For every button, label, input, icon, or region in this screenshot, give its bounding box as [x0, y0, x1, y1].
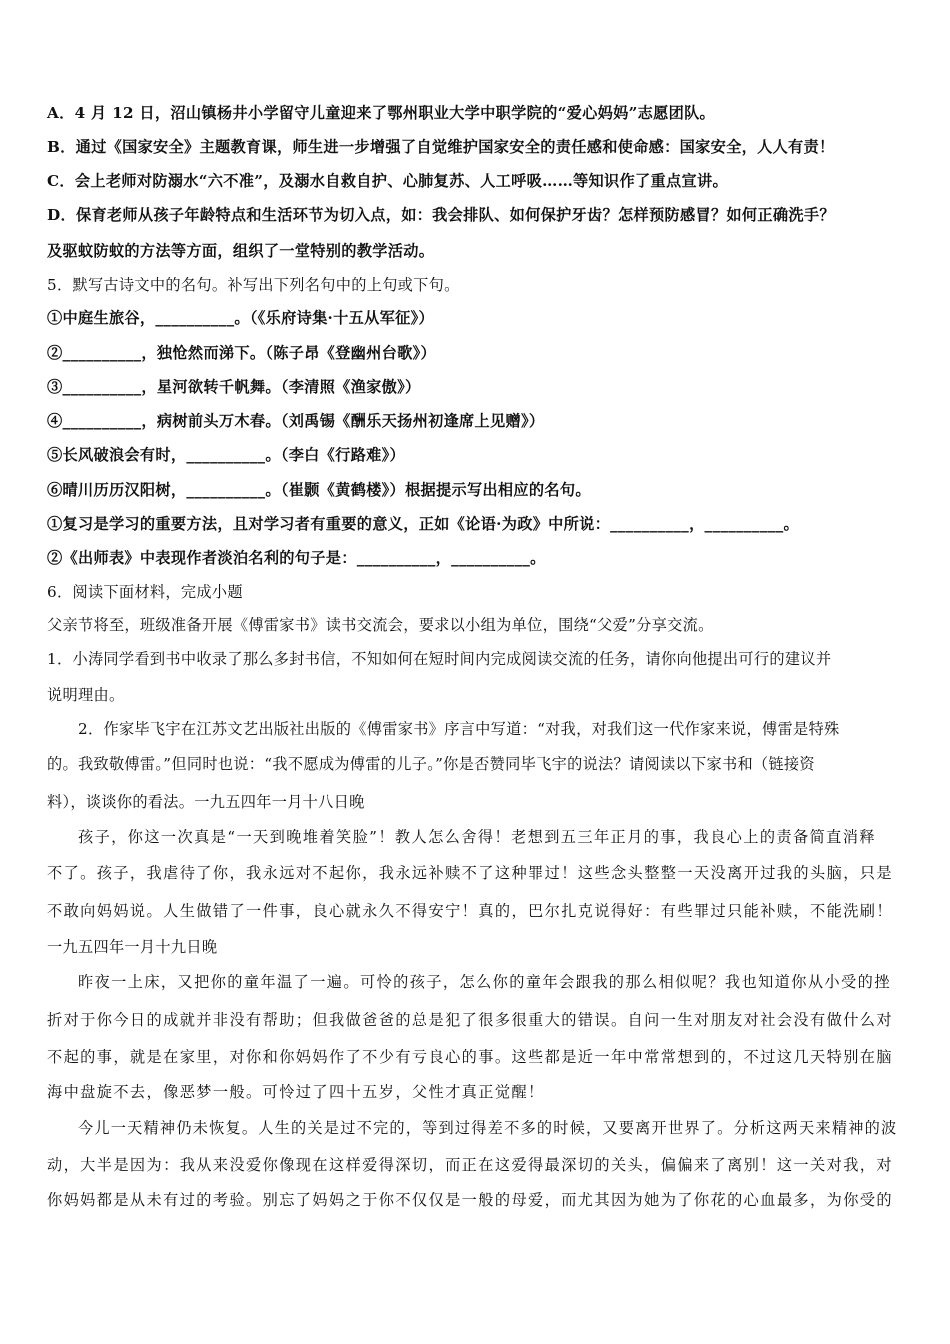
- option-a: A．4 月 12 日，沼山镇杨井小学留守儿童迎来了鄂州职业大学中职学院的“爱心妈妈”志愿团队。: [47, 104, 716, 122]
- letter3-line-3: 你妈妈都是从未有过的考验。别忘了妈妈之于你不仅仅是一般的母爱，而尤其因为她为了你花的心血最多，为你受的: [47, 1191, 893, 1209]
- letter3-line-2: 动，大半是因为：我从来没爱你像现在这样爱得深切，而正在这爱得最深切的关头，偏偏来了离别！这一关对我，对: [47, 1156, 893, 1174]
- q6-sub1-line-2: 说明理由。: [47, 686, 125, 704]
- q6-sub2-line-2: 的。我致敬傅雷。”但同时也说：“我不愿成为傅雷的儿子。”你是否赞同毕飞宇的说法？请阅读以下家书和（链接资: [47, 755, 815, 773]
- q5-item-6: ⑥晴川历历汉阳树，__________。（崔颢《黄鹤楼》）根据提示写出相应的名句。: [47, 481, 591, 499]
- option-d-line-1: D．保育老师从孩子年龄特点和生活环节为切入点，如：我会排队、如何保护牙齿？怎样预防感冒？如何正确洗手？: [47, 206, 835, 224]
- letter2-line-1: 昨夜一上床，又把你的童年温了一遍。可怜的孩子，怎么你的童年会跟我的那么相似呢？我也知道你从小受的挫: [78, 973, 891, 991]
- q5-item-1: ①中庭生旅谷，__________。（《乐府诗集·十五从军征》）: [47, 309, 434, 327]
- q5-item-5: ⑤长风破浪会有时，__________。（李白《行路难》）: [47, 446, 405, 464]
- letter1-line-2: 不了。孩子，我虐待了你，我永远对不起你，我永远补赎不了这种罪过！这些念头整整一天没离开过我的头脑，只是: [47, 864, 893, 882]
- option-c: C．会上老师对防溺水“六不准”，及溺水自救自护、心肺复苏、人工呼吸……等知识作了重点宣讲。: [47, 172, 728, 190]
- letter2-date: 一九五四年一月十九日晚: [47, 938, 218, 956]
- q5-item-2: ②__________，独怆然而涕下。（陈子昂《登幽州台歌》）: [47, 344, 436, 362]
- q5-item-8: ②《出师表》中表现作者淡泊名利的句子是：__________，__________。: [47, 549, 546, 567]
- q6-sub2-line-1: 2．作家毕飞宇在江苏文艺出版社出版的《傅雷家书》序言中写道：“对我，对我们这一代作家来说，傅雷是特殊: [78, 720, 840, 738]
- q5-item-3: ③__________，星河欲转千帆舞。（李清照《渔家傲》）: [47, 378, 421, 396]
- option-b: B．通过《国家安全》主题教育课，师生进一步增强了自觉维护国家安全的责任感和使命感：国家安全，人人有责！: [47, 138, 835, 156]
- letter2-line-3: 不起的事，就是在家里，对你和你妈妈作了不少有亏良心的事。这些都是近一年中常常想到的，不过这几天特别在脑: [47, 1048, 893, 1066]
- q6-sub1-line-1: 1．小涛同学看到书中收录了那么多封书信，不知如何在短时间内完成阅读交流的任务，请你向他提出可行的建议并: [47, 650, 832, 668]
- option-d-line-2: 及驱蚊防蚊的方法等方面，组织了一堂特别的教学活动。: [47, 242, 435, 260]
- q5-item-7: ①复习是学习的重要方法，且对学习者有重要的意义，正如《论语·为政》中所说：__________，__________。: [47, 515, 799, 533]
- letter1-line-1: 孩子，你这一次真是“一天到晚堆着笑脸”！教人怎么舍得！老想到五三年正月的事，我良心上的责备简直消释: [78, 828, 876, 846]
- letter2-line-2: 折对于你今日的成就并非没有帮助；但我做爸爸的总是犯了很多很重大的错误。自问一生对朋友对社会没有做什么对: [47, 1011, 893, 1029]
- question-6-title: 6．阅读下面材料，完成小题: [47, 583, 243, 601]
- letter2-line-4: 海中盘旋不去，像恶梦一般。可怜过了四十五岁，父性才真正觉醒！: [47, 1083, 545, 1101]
- question-5-title: 5．默写古诗文中的名句。补写出下列名句中的上句或下句。: [47, 276, 460, 294]
- letter1-line-3: 不敢向妈妈说。人生做错了一件事，良心就永久不得安宁！真的，巴尔扎克说得好：有些罪过只能补赎，不能洗刷！: [47, 902, 893, 920]
- q5-item-4: ④__________，病树前头万木春。（刘禹锡《酬乐天扬州初逢席上见赠》）: [47, 412, 545, 430]
- question-6-intro: 父亲节将至，班级准备开展《傅雷家书》读书交流会，要求以小组为单位，围绕“父爱”分享交流。: [47, 616, 714, 634]
- q6-sub2-line-3: 料），谈谈你的看法。一九五四年一月十八日晚: [47, 793, 365, 811]
- letter3-line-1: 今儿一天精神仍未恢复。人生的关是过不完的，等到过得差不多的时候，又要离开世界了。分析这两天来精神的波: [78, 1119, 898, 1137]
